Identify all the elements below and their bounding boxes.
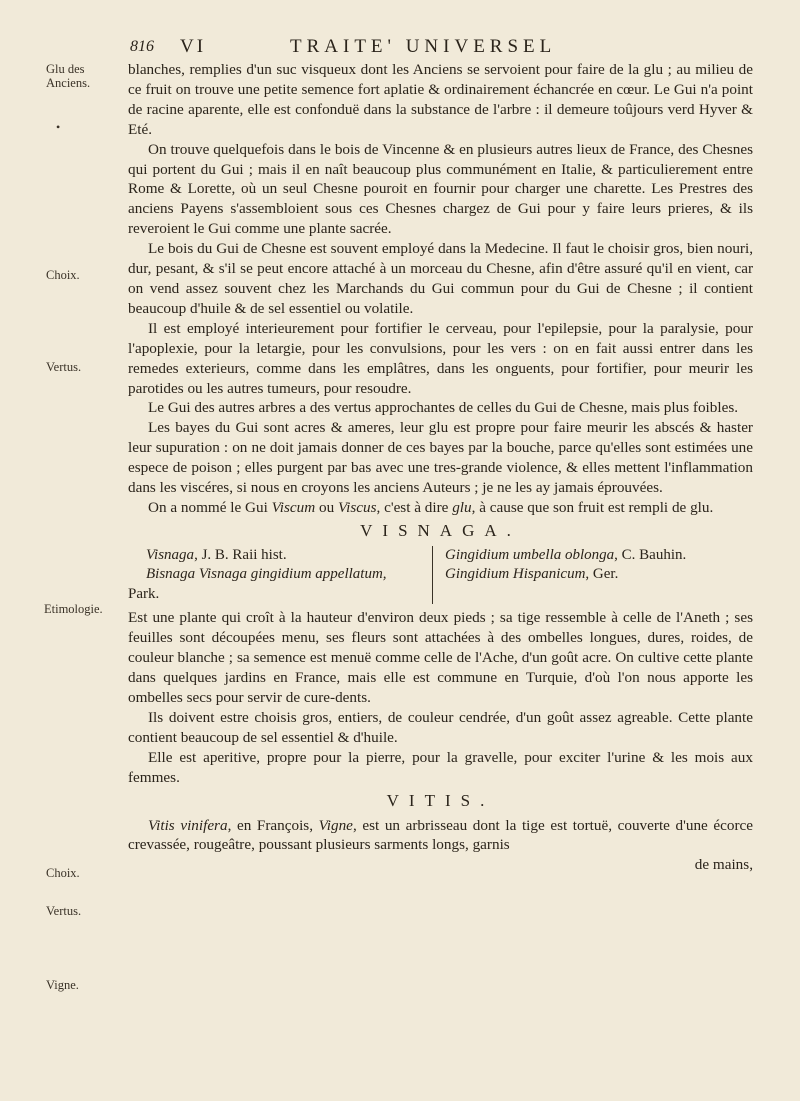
margin-note-vertus-visnaga: Vertus. [46,904,82,918]
paragraph: Est une plante qui croît à la hauteur d'environ deux pieds ; sa tige ressemble à celle de l'Aneth ; ses feuilles sont découpées menu, ses fleurs sont attachées à des ombelles longues, dures, roides, de couleur blanche ; sa semence est menuë comme celle de l'Ache, d'un goût acre. On cultive cette plante dans quelques jardins en France, mais elle est commune en Turquie, d'où l'on nous apporte les ombelles secs pour servir de cure-dents. [128,609,753,706]
synonym-line: Gingidium umbella oblonga, C. Bauhin. [445,546,687,563]
running-title: TRAITE' UNIVERSEL [290,36,557,57]
margin-note-vertus: Vertus. [46,360,82,374]
margin-note-vigne: Vigne. [46,978,79,992]
etymology-paragraph: On a nommé le Gui Viscum ou Viscus, c'est à dire glu, à cause que son fruit est rempli de glu. [148,498,714,516]
synonyms-left [128,546,433,605]
synonym-line: Visnaga, J. B. Raii hist. [146,546,287,563]
paragraph: Ils doivent estre choisis gros, entiers, de couleur cendrée, d'un goût assez agreable. Cette plante contient beaucoup de sel essentiel & d'huile. [128,708,753,746]
section-title-visnaga: VISNAGA. [360,520,521,540]
margin-note-choix-visnaga: Choix. [46,866,80,880]
paragraph: blanches, remplies d'un suc visqueux dont les Anciens se servoient pour faire de la glu ; au milieu de ce fruit on trouve une petite semence fort aplatie & ordinairement échancrée en cœur. Le Gui n'a point de racine aparente, elle est confonduë dans la substance de l'arbre : il demeure toûjours verd Hyver & Eté. [128,61,753,138]
synonyms-block [128,546,753,605]
synonyms-right [433,546,753,605]
paragraph: Le Gui des autres arbres a des vertus approchantes de celles du Gui de Chesne, mais plus foibles. [148,399,739,417]
paragraph: Il est employé interieurement pour fortifier le cerveau, pour l'epilepsie, pour la paralysie, pour l'apoplexie, pour la letargie, pour les convulsions, pour les vers : on en fait aussi entrer dans les remedes exterieurs, comme dans les emplâtres, dans les onguents, pour fortifier, pour meurir les parotides ou les autres tumeurs, pour resoudre. [128,319,753,397]
running-header [130,36,750,58]
margin-note-etimologie: Etimologie. [44,602,103,616]
paragraph: Le bois du Gui de Chesne est souvent employé dans la Medecine. Il faut le choisir gros, bien nouri, dur, pesant, & s'il se peut encore attaché à un morceau du Chesne, afin d'être assuré qu'il en vient, car on vend assez souvent chez les Marchands du Gui commun pour du Gui de Chesne ; il contient beaucoup d'huile & de sel essentiel ou volatile. [128,240,753,317]
paragraph: Elle est aperitive, propre pour la pierre, pour la gravelle, pour exciter l'urine & les mois aux femmes. [128,748,753,786]
page-number: 816 [130,38,154,55]
synonym-line: Park. [128,585,160,602]
catchword: de mains, [694,856,753,874]
section-title-vitis: VITIS. [386,790,495,810]
vitis-paragraph: Vitis vinifera, en François, Vigne, est un arbrisseau dont la tige est tortuë, couverte d'une écorce crevassée, rougeâtre, poussant plusieurs sarments longs, garnis [128,816,753,854]
paragraph: On trouve quelquefois dans le bois de Vincenne & en plusieurs autres lieux de France, des Chesnes qui portent du Gui ; mais il en naît beaucoup plus communément en Italie, & particulierement entre Rome & Lorette, où un seul Chesne pouroit en fournir pour charger une charette. Les Prestres des anciens Payens s'assembloient sous ces Chesnes chargez de Gui pour y faire leurs prieres, & ils reveroient le Gui comme une plante sacrée. [128,140,753,238]
main-text [128,60,753,875]
paragraph: Les bayes du Gui sont acres & ameres, leur glu est propre pour faire meurir les abscés & haster leur supuration : on ne doit jamais donner de ces bayes par la bouche, parce qu'elles sont estimées une espece de poison ; elles purgent par bas avec une tres-grande violence, & elles mettent l'inflammation dans les viscéres, si nous en croyons les anciens Auteurs ; je ne les ay jamais éprouvées. [128,419,753,497]
margin-dot: • [56,120,61,134]
synonym-line: Bisnaga Visnaga gingidium appellatum, [146,566,387,583]
margin-note-choix: Choix. [46,268,80,282]
section-number: VI [180,36,207,57]
margin-note-glu: Glu des Anciens. [46,62,91,90]
synonym-line: Gingidium Hispanicum, Ger. [445,566,619,583]
